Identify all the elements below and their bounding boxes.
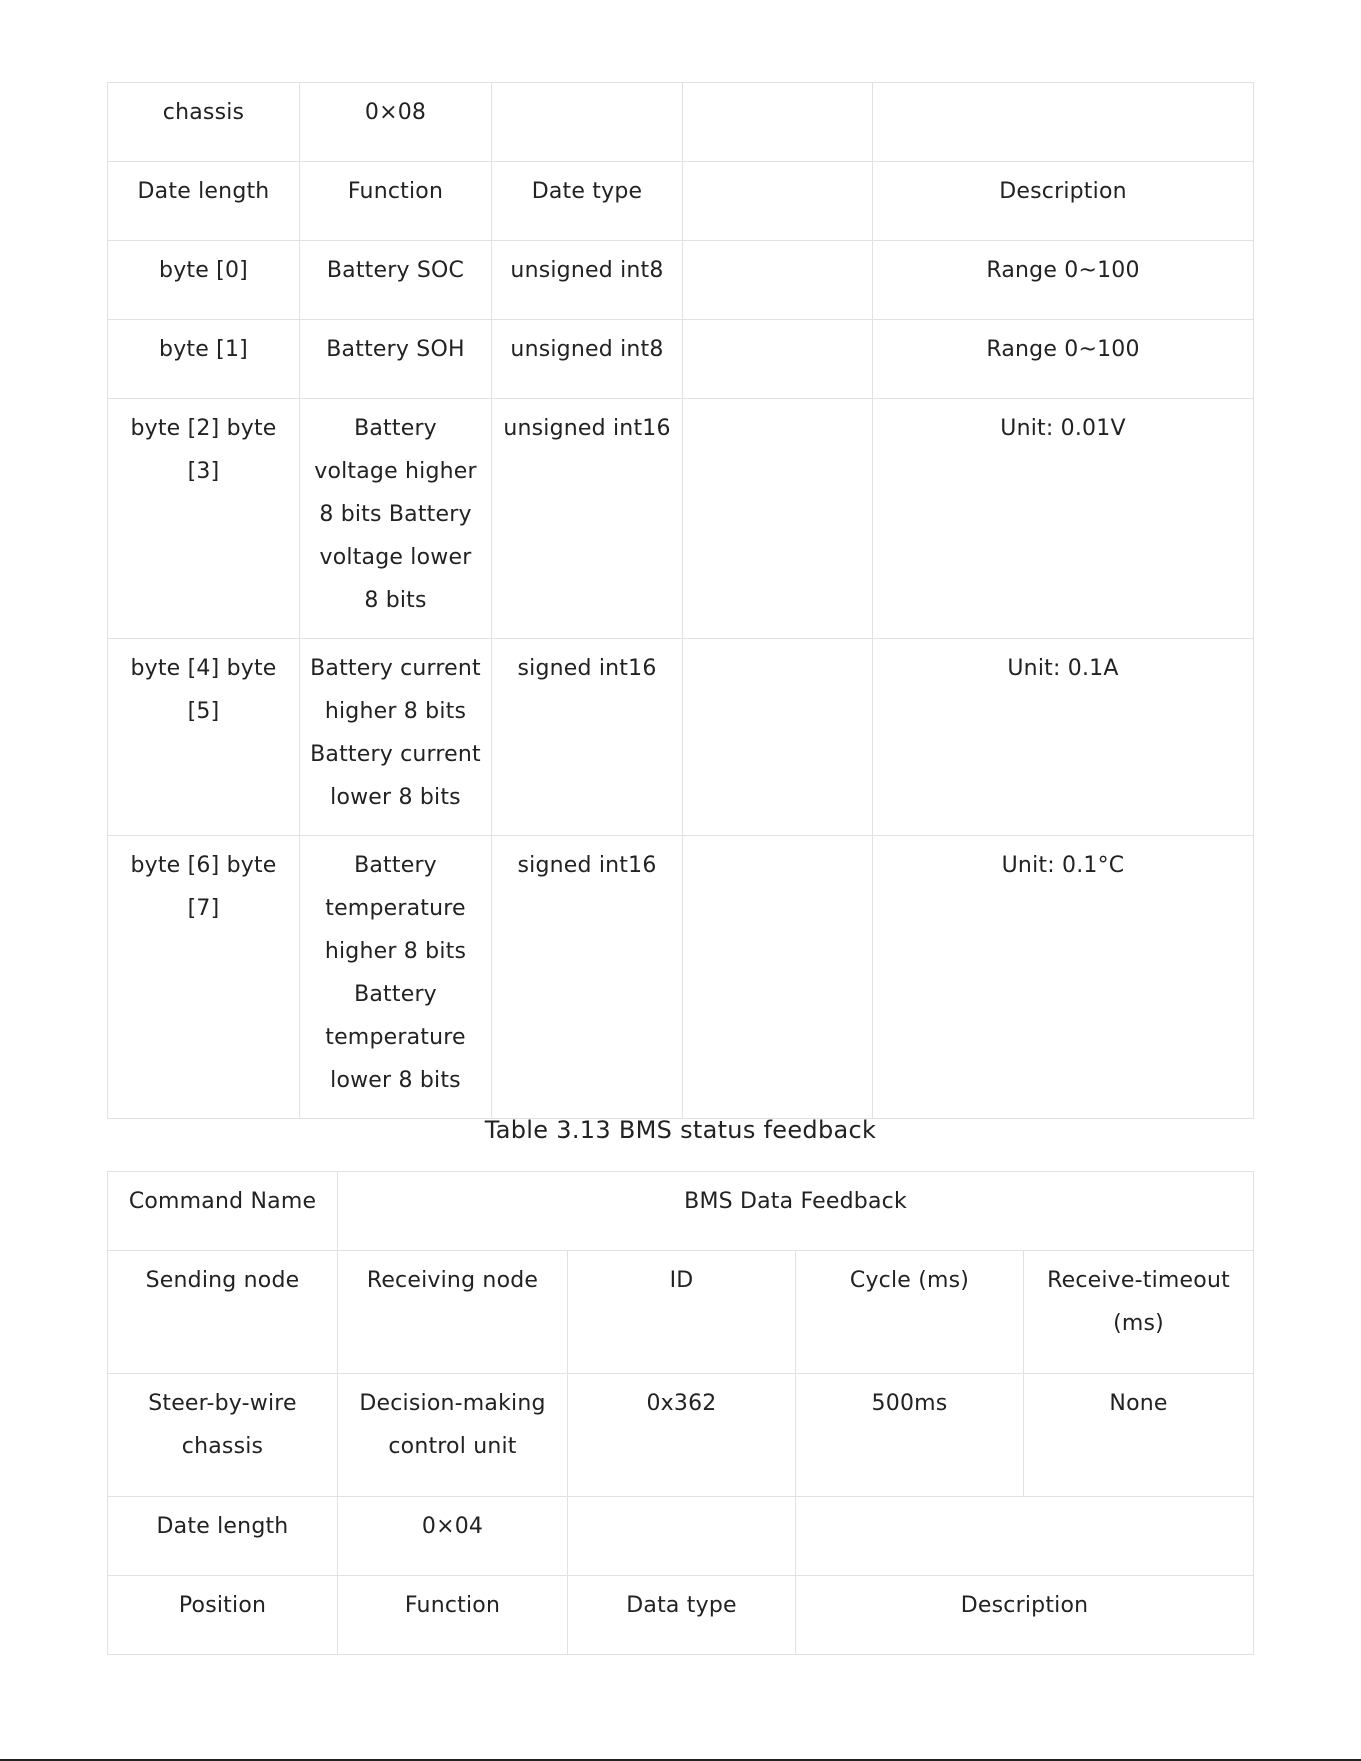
table-cell: byte [2] byte [3] [108, 399, 300, 639]
column-header: ID [568, 1251, 796, 1374]
table-row [108, 1374, 1254, 1497]
table-cell: 0x362 [568, 1374, 796, 1497]
table-cell: Steer-by-wire chassis [108, 1374, 338, 1497]
table-cell: unsigned int16 [492, 399, 683, 639]
column-header: Receive-timeout (ms) [1024, 1251, 1254, 1374]
command-name-label: Command Name [108, 1172, 338, 1251]
table-row [108, 639, 1254, 836]
column-header: Date length [108, 162, 300, 241]
table-cell [683, 241, 873, 320]
table-cell: byte [6] byte [7] [108, 836, 300, 1119]
column-header: Description [796, 1576, 1254, 1655]
table-cell: 0×08 [300, 83, 492, 162]
table-row [108, 1576, 1254, 1655]
table-row [108, 836, 1254, 1119]
column-header: Sending node [108, 1251, 338, 1374]
command-name-value: BMS Data Feedback [338, 1172, 1254, 1251]
date-length-label: Date length [108, 1497, 338, 1576]
table-cell: Unit: 0.01V [873, 399, 1254, 639]
table-cell: Unit: 0.1°C [873, 836, 1254, 1119]
table-cell: unsigned int8 [492, 241, 683, 320]
column-header [683, 162, 873, 241]
table-cell: signed int16 [492, 836, 683, 1119]
table-cell: Decision-making control unit [338, 1374, 568, 1497]
column-header: Function [338, 1576, 568, 1655]
column-header: Date type [492, 162, 683, 241]
bms-feedback-table [107, 1171, 1254, 1655]
table-row [108, 1497, 1254, 1576]
table-cell [683, 320, 873, 399]
table-row [108, 1251, 1254, 1374]
table-cell: Unit: 0.1A [873, 639, 1254, 836]
table-cell [568, 1497, 796, 1576]
table-cell: 500ms [796, 1374, 1024, 1497]
column-header: Function [300, 162, 492, 241]
table-row [108, 1172, 1254, 1251]
table-cell: Range 0~100 [873, 320, 1254, 399]
table-cell: Battery SOH [300, 320, 492, 399]
column-header: Description [873, 162, 1254, 241]
table-cell: unsigned int8 [492, 320, 683, 399]
column-header: Receiving node [338, 1251, 568, 1374]
table-cell: byte [1] [108, 320, 300, 399]
table-row [108, 399, 1254, 639]
table-row [108, 162, 1254, 241]
table-cell [796, 1497, 1254, 1576]
table-cell: chassis [108, 83, 300, 162]
table-cell [683, 83, 873, 162]
column-header: Data type [568, 1576, 796, 1655]
table-cell: byte [0] [108, 241, 300, 320]
table-cell: byte [4] byte [5] [108, 639, 300, 836]
table-caption: Table 3.13 BMS status feedback [484, 1116, 877, 1144]
table-row [108, 320, 1254, 399]
table-cell [683, 836, 873, 1119]
table-cell: Battery current higher 8 bits Battery current lower 8 bits [300, 639, 492, 836]
table-cell: Battery SOC [300, 241, 492, 320]
table-cell: Range 0~100 [873, 241, 1254, 320]
table-row [108, 83, 1254, 162]
table-cell: None [1024, 1374, 1254, 1497]
signal-table-continued [107, 82, 1254, 1119]
table-cell [492, 83, 683, 162]
table-cell [683, 639, 873, 836]
table-cell: Battery voltage higher 8 bits Battery voltage lower 8 bits [300, 399, 492, 639]
table-cell: Battery temperature higher 8 bits Battery temperature lower 8 bits [300, 836, 492, 1119]
table-cell: signed int16 [492, 639, 683, 836]
table-row [108, 241, 1254, 320]
column-header: Cycle (ms) [796, 1251, 1024, 1374]
table-cell [873, 83, 1254, 162]
table-cell [683, 399, 873, 639]
date-length-value: 0×04 [338, 1497, 568, 1576]
column-header: Position [108, 1576, 338, 1655]
